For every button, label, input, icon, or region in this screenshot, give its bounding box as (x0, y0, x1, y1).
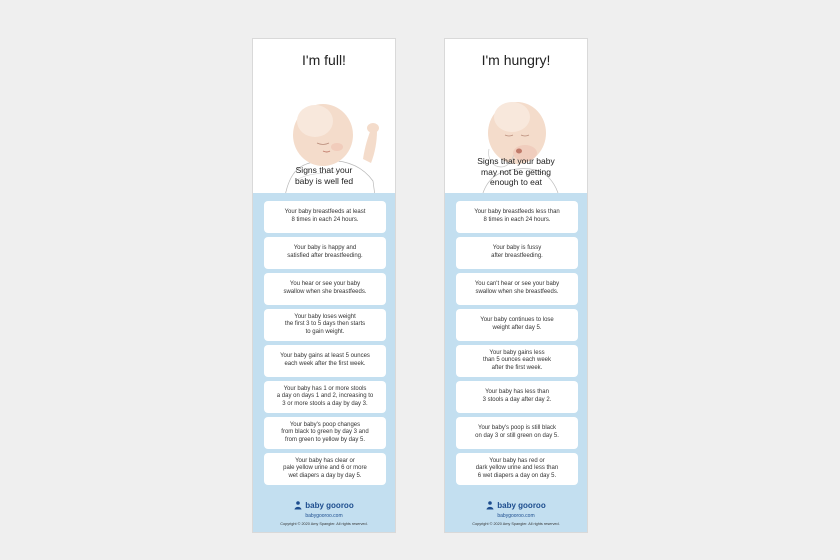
card-title: I'm hungry! (481, 52, 551, 68)
sign-item: Your baby breastfeeds less than 8 times in each 24 hours. (456, 201, 578, 233)
sign-item: Your baby has red or dark yellow urine and less than 6 wet diapers a day on day 5. (456, 453, 578, 485)
website-url: babygooroo.com (305, 513, 343, 519)
card-subtitle: Signs that your baby may not be getting enough to eat (477, 156, 555, 187)
bookmark-card-full (252, 38, 396, 533)
sign-item: Your baby has less than 3 stools a day after day 2. (456, 381, 578, 413)
card-subtitle: Signs that your baby is well fed (294, 165, 354, 186)
baby-gooroo-logo-icon (486, 501, 494, 510)
brand-name: baby gooroo (497, 501, 546, 510)
sign-item: Your baby has 1 or more stools a day on days 1 and 2, increasing to 3 or more stools a day by day 3. (264, 381, 386, 413)
sign-item: You can't hear or see your baby swallow when she breastfeeds. (456, 273, 578, 305)
baby-gooroo-logo-icon (294, 501, 302, 510)
signs-panel (445, 193, 587, 532)
brand-name: baby gooroo (305, 501, 354, 510)
copyright-notice: Copyright © 2020 Amy Spangler. All rights reserved. (472, 522, 560, 526)
sign-item: Your baby is fussy after breastfeeding. (456, 237, 578, 269)
signs-panel (253, 193, 395, 532)
sign-item: Your baby breastfeeds at least 8 times in each 24 hours. (264, 201, 386, 233)
sign-item: Your baby has clear or pale yellow urine and 6 or more wet diapers a day by day 5. (264, 453, 386, 485)
copyright-notice: Copyright © 2020 Amy Spangler. All rights reserved. (280, 522, 368, 526)
sign-item: Your baby gains less than 5 ounces each week after the first week. (456, 345, 578, 377)
bookmark-card-hungry (444, 38, 588, 533)
sign-item: Your baby loses weight the first 3 to 5 days then starts to gain weight. (264, 309, 386, 341)
sign-item: Your baby gains at least 5 ounces each week after the first week. (264, 345, 386, 377)
brand-logo (253, 501, 395, 510)
sign-item: You hear or see your baby swallow when she breastfeeds. (264, 273, 386, 305)
sign-item: Your baby's poop is still black on day 3 or still green on day 5. (456, 417, 578, 449)
sign-item: Your baby is happy and satisfied after breastfeeding. (264, 237, 386, 269)
brand-logo (445, 501, 587, 510)
sign-item: Your baby's poop changes from black to green by day 3 and from green to yellow by day 5. (264, 417, 386, 449)
sign-item: Your baby continues to lose weight after day 5. (456, 309, 578, 341)
card-title: I'm full! (302, 52, 346, 68)
website-url: babygooroo.com (497, 513, 535, 519)
